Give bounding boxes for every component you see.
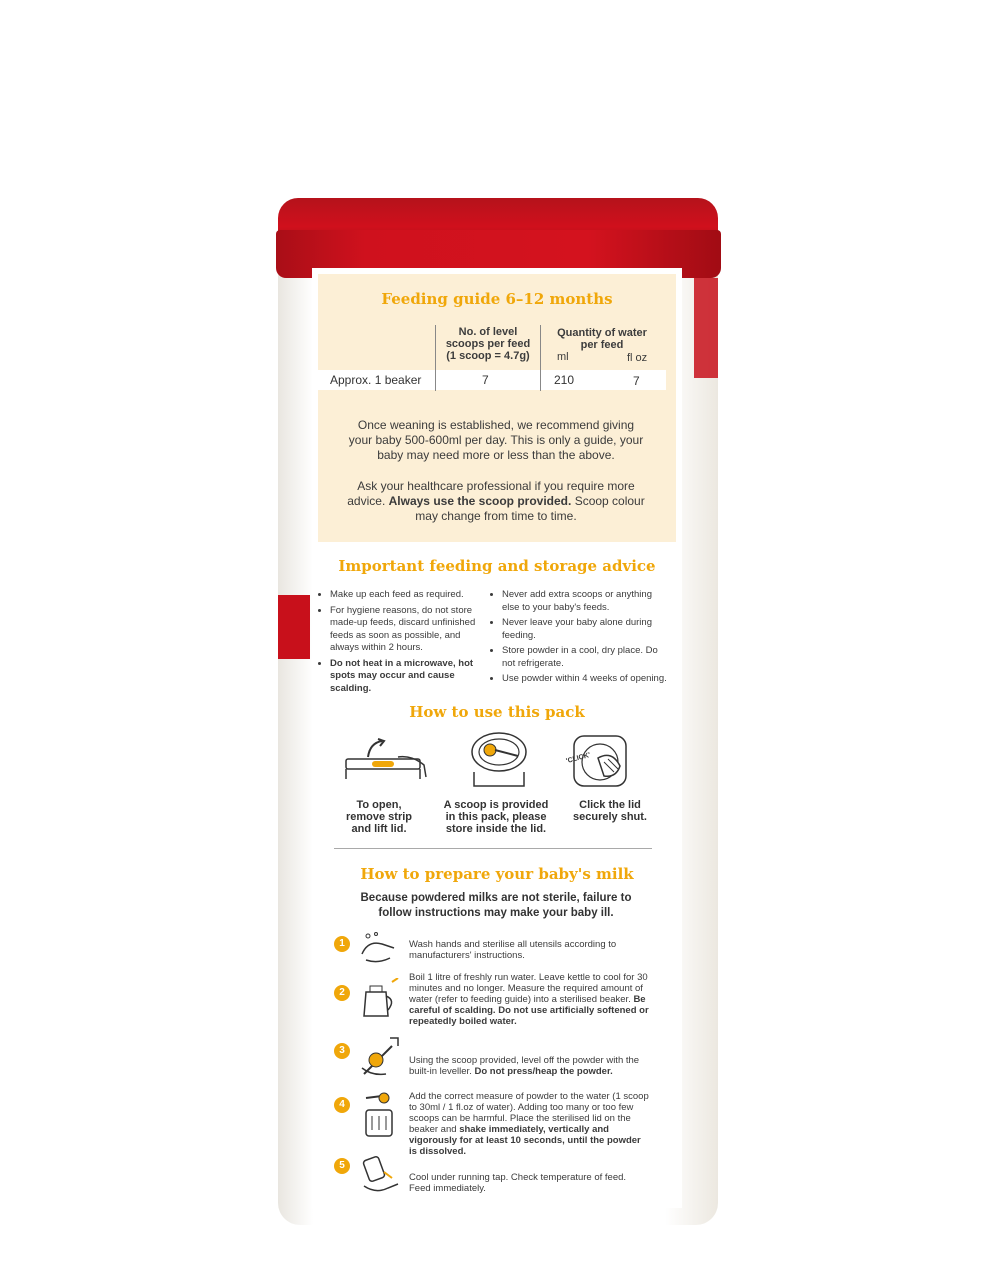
- kettle-icon: [356, 978, 402, 1022]
- list-item: • Make up each feed as required.: [330, 589, 490, 602]
- scoop-colour-text: Scoop colour may change from time to time.: [415, 494, 645, 523]
- row-floz: 7: [633, 374, 640, 388]
- click-label: 'CLICK': [565, 751, 592, 766]
- list-item: • Never add extra scoops or anything else to your baby's feeds.: [502, 589, 672, 614]
- weaning-paragraph: Once weaning is established, we recommend giving your baby 500-600ml per day. This is only a guide, your baby may need more or less than the above.: [348, 418, 644, 462]
- advice-bold: Always use the scoop provided.: [388, 494, 572, 508]
- step-3-badge: 3: [334, 1043, 350, 1059]
- use-step-2-caption: A scoop is provided in this pack, please store inside the lid.: [443, 799, 549, 835]
- open-pack-icon: [340, 737, 430, 793]
- col-scoops-header: No. of level scoops per feed (1 scoop = 4.7g): [445, 326, 531, 362]
- step-1-text: [409, 939, 649, 961]
- step-1-plain: Wash hands and sterilise all utensils according to manufacturers' instructions.: [409, 939, 617, 961]
- table-divider: [435, 325, 436, 391]
- list-item: • Use powder within 4 weeks of opening.: [502, 673, 672, 686]
- row-ml: 210: [554, 373, 575, 387]
- list-item: • Never leave your baby alone during feeding.: [502, 617, 672, 642]
- storage-right-list: [492, 589, 672, 689]
- list-item: • Do not heat in a microwave, hot spots may occur and cause scalding.: [330, 658, 490, 696]
- col-water-header: Quantity of water per feed: [557, 327, 647, 351]
- step-4-badge: 4: [334, 1097, 350, 1113]
- step-5-text: [409, 1172, 649, 1194]
- step-2-badge: 2: [334, 985, 350, 1001]
- step-1-badge: 1: [334, 936, 350, 952]
- row-scoops: 7: [482, 373, 489, 387]
- step-2-bold: Be careful of scalding. Do not use artificially softened or repeatedly boiled water.: [409, 994, 649, 1027]
- tamper-strip: [278, 595, 310, 659]
- step-5-plain: Cool under running tap. Check temperature of feed. Feed immediately.: [409, 1172, 627, 1194]
- step-3-text: [409, 1055, 649, 1077]
- advice-paragraph: [346, 479, 646, 524]
- table-divider: [540, 325, 541, 391]
- prepare-title: How to prepare your baby's milk: [360, 865, 634, 883]
- step-3-bold: Do not press/heap the powder.: [474, 1066, 613, 1077]
- step-4-text: [409, 1091, 649, 1157]
- use-step-1-caption: To open, remove strip and lift lid.: [345, 799, 413, 835]
- step-4-bold: shake immediately, vertically and vigorously for at least 10 seconds, until the powder is dissolved.: [409, 1124, 641, 1157]
- row-label: Approx. 1 beaker: [330, 373, 422, 387]
- list-item: • For hygiene reasons, do not store made-up feeds, discard unfinished feeds as soon as possible, and always within 2 hours.: [330, 605, 490, 655]
- step-2-text: [409, 972, 649, 1027]
- level-scoop-icon: [358, 1034, 404, 1078]
- prepare-intro: Because powdered milks are not sterile, failure to follow instructions may make your baby ill.: [360, 892, 632, 919]
- section-divider: [334, 848, 652, 849]
- step-5-badge: 5: [334, 1158, 350, 1174]
- storage-left-list: [320, 589, 490, 698]
- advice-text: Ask your healthcare professional if you require more advice.: [347, 479, 635, 508]
- unit-floz: fl oz: [627, 352, 648, 364]
- cool-feed-icon: [358, 1152, 404, 1196]
- step-2-plain: Boil 1 litre of freshly run water. Leave kettle to cool for 30 minutes and no longer. Measure the required amount of water (refer to feeding guide) into a sterilised beaker.: [409, 972, 648, 1005]
- step-4-plain: Add the correct measure of powder to the water (1 scoop to 30ml / 1 fl.oz of water). Adding too many or too few scoops can be harmful. Place the sterilised lid on the beaker and: [409, 1091, 649, 1135]
- feeding-guide-title: Feeding guide 6–12 months: [381, 290, 613, 308]
- list-item: • Store powder in a cool, dry place. Do not refrigerate.: [502, 645, 672, 670]
- wash-hands-icon: [356, 930, 402, 968]
- use-step-3-caption: Click the lid securely shut.: [573, 799, 647, 823]
- how-to-use-title: How to use this pack: [409, 703, 585, 721]
- storage-title: Important feeding and storage advice: [338, 557, 656, 575]
- step-3-plain: Using the scoop provided, level off the powder with the built-in leveller.: [409, 1055, 640, 1077]
- scoop-in-lid-icon: [464, 730, 534, 792]
- unit-ml: ml: [557, 351, 569, 363]
- label-edge-stripe: [694, 278, 718, 378]
- add-powder-icon: [358, 1090, 404, 1140]
